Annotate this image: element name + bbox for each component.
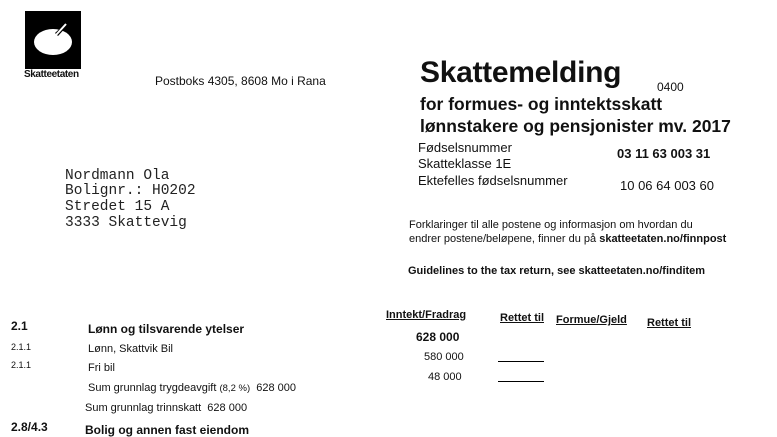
explanation-text: endrer postene/beløpene, finner du på (409, 233, 600, 245)
address-postal: 3333 Skattevig (65, 215, 187, 231)
trygdeavgift-amount: 628 000 (256, 382, 296, 394)
ektefelle-label: Ektefelles fødselsnummer (418, 173, 568, 188)
trinnskatt-sum (85, 402, 247, 414)
form-subtitle-2: lønnstakere og pensjonister mv. 2017 (420, 116, 731, 136)
skatteklasse: Skatteklasse 1E (418, 156, 512, 171)
row-code: 2.8/4.3 (11, 420, 48, 434)
explanation-line2 (409, 233, 726, 245)
explanation-line1: Forklaringer til alle postene og informasjon om hvordan du (409, 219, 693, 231)
fodselsnummer-label: Fødselsnummer (418, 140, 512, 155)
row-amount: 628 000 (416, 330, 460, 344)
guidelines-text: Guidelines to the tax return, see skatteetaten.no/finditem (408, 265, 706, 277)
column-formue: Formue/Gjeld (556, 314, 627, 326)
column-rettet-1: Rettet til (500, 312, 544, 324)
form-title: Skattemelding (420, 56, 622, 89)
column-rettet-2: Rettet til (647, 317, 691, 329)
row-code: 2.1 (11, 319, 28, 333)
corrected-value-field[interactable] (498, 361, 544, 362)
row-code: 2.1.1 (11, 360, 32, 370)
ektefelle-value: 10 06 64 003 60 (620, 178, 714, 193)
row-label: Lønn, Skattvik Bil (88, 343, 173, 355)
trinnskatt-label: Sum grunnlag trinnskatt (85, 402, 202, 414)
finnpost-link[interactable]: skatteetaten.no/finnpost (599, 233, 727, 245)
row-amount: 580 000 (424, 351, 464, 363)
trygdeavgift-sum (88, 382, 296, 394)
trygdeavgift-rate: (8,2 %) (219, 383, 251, 394)
address-street: Stredet 15 A (65, 199, 170, 215)
trygdeavgift-label: Sum grunnlag trygdeavgift (88, 382, 217, 394)
row-label: Lønn og tilsvarende ytelser (88, 322, 245, 336)
postbox-address: Postboks 4305, 8608 Mo i Rana (155, 74, 326, 88)
row-label: Bolig og annen fast eiendom (85, 423, 250, 437)
corrected-value-field[interactable] (498, 381, 544, 382)
row-amount: 48 000 (428, 371, 462, 383)
address-unit: Bolignr.: H0202 (65, 183, 196, 199)
logo-text: Skatteetaten (24, 69, 79, 80)
column-inntekt: Inntekt/Fradrag (386, 309, 467, 321)
fodselsnummer-value: 03 11 63 003 31 (617, 146, 711, 161)
form-number: 0400 (657, 80, 684, 94)
trinnskatt-amount: 628 000 (207, 402, 248, 414)
address-name: Nordmann Ola (65, 168, 170, 184)
row-code: 2.1.1 (11, 342, 32, 352)
form-subtitle-1: for formues- og inntektsskatt (420, 94, 663, 114)
logo-mark-icon (25, 11, 81, 69)
row-label: Fri bil (88, 362, 115, 374)
skatteetaten-logo (25, 11, 81, 69)
